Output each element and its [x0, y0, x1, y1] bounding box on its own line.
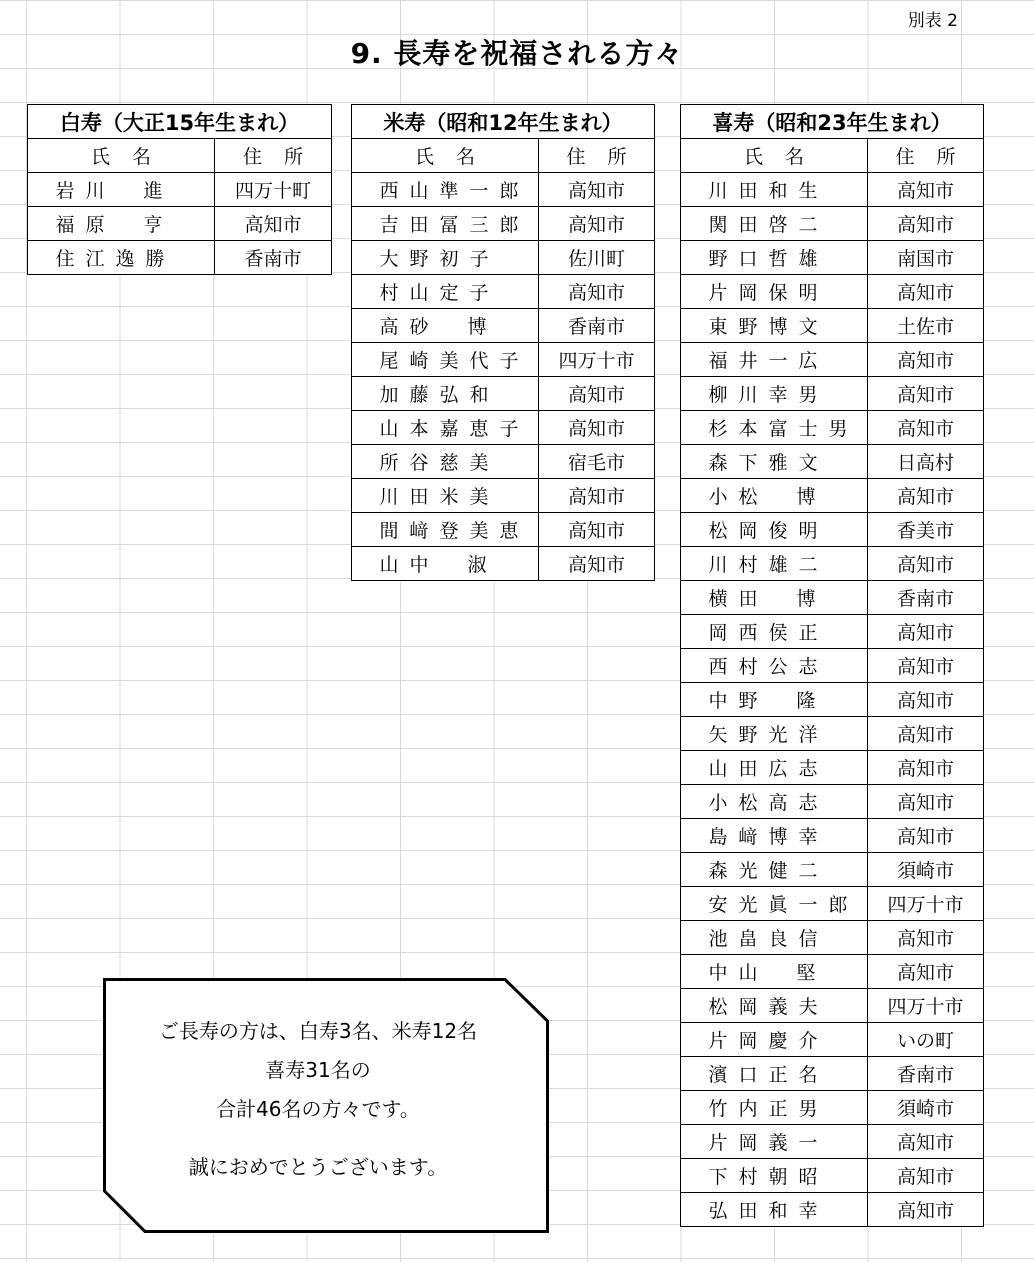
member-address: 高知市	[539, 173, 655, 207]
table-row	[681, 275, 984, 309]
table-row	[681, 1125, 984, 1159]
member-address: 日高村	[868, 445, 984, 479]
attachment-label: 別表 2	[907, 11, 958, 31]
table-row	[352, 173, 655, 207]
member-name: 片 岡 保 明	[681, 275, 868, 309]
member-name: 村 山 定 子	[352, 275, 539, 309]
group-title-row	[28, 105, 332, 139]
summary-note-box	[103, 978, 549, 1233]
member-address: 四万十市	[868, 887, 984, 921]
name-column-header: 氏名	[681, 139, 868, 173]
member-address: 高知市	[868, 717, 984, 751]
member-name: 川 村 雄 二	[681, 547, 868, 581]
member-name: 中 山 堅	[681, 955, 868, 989]
member-name: 間 﨑 登 美 恵	[352, 513, 539, 547]
table-row	[681, 683, 984, 717]
table-row	[681, 513, 984, 547]
group-title: 米寿（昭和12年生まれ）	[352, 105, 655, 139]
summary-line-2: 喜寿31名の	[265, 1058, 371, 1082]
member-name: 住 江 逸 勝	[28, 241, 215, 275]
table-row	[681, 547, 984, 581]
table-row	[352, 479, 655, 513]
member-address: 高知市	[215, 207, 332, 241]
table-row	[681, 1091, 984, 1125]
table-row	[681, 921, 984, 955]
member-address: 高知市	[539, 547, 655, 581]
member-address: 高知市	[868, 275, 984, 309]
member-name: 福 井 一 広	[681, 343, 868, 377]
member-address: 高知市	[868, 343, 984, 377]
table-row	[681, 751, 984, 785]
member-address: 高知市	[539, 513, 655, 547]
summary-line-1: ご長寿の方は、白寿3名、米寿12名	[158, 1019, 478, 1043]
table-row	[681, 173, 984, 207]
beiju-table	[351, 104, 655, 581]
member-name: 柳 川 幸 男	[681, 377, 868, 411]
name-column-header: 氏名	[28, 139, 215, 173]
member-address: 高知市	[539, 411, 655, 445]
address-column-header: 住所	[215, 139, 332, 173]
address-column-header: 住所	[868, 139, 984, 173]
member-address: 四万十市	[539, 343, 655, 377]
member-name: 岩 川 進	[28, 173, 215, 207]
member-name: 濱 口 正 名	[681, 1057, 868, 1091]
member-address: 高知市	[868, 819, 984, 853]
member-address: 四万十町	[215, 173, 332, 207]
table-row	[28, 241, 332, 275]
member-name: 東 野 博 文	[681, 309, 868, 343]
kiju-table	[680, 104, 984, 1227]
table-row	[681, 343, 984, 377]
group-title: 白寿（大正15年生まれ）	[28, 105, 332, 139]
table-row	[352, 445, 655, 479]
table-row	[681, 207, 984, 241]
summary-closing: 誠におめでとうございます。	[188, 1155, 448, 1179]
member-address: 高知市	[868, 921, 984, 955]
member-name: 下 村 朝 昭	[681, 1159, 868, 1193]
table-row	[681, 411, 984, 445]
member-address: 高知市	[868, 649, 984, 683]
member-name: 中 野 隆	[681, 683, 868, 717]
column-header-row	[681, 139, 984, 173]
member-address: 高知市	[868, 785, 984, 819]
member-address: 香南市	[868, 581, 984, 615]
table-row	[352, 513, 655, 547]
member-address: 宿毛市	[539, 445, 655, 479]
member-name: 福 原 亨	[28, 207, 215, 241]
table-row	[681, 649, 984, 683]
member-name: 西 村 公 志	[681, 649, 868, 683]
member-name: 弘 田 和 幸	[681, 1193, 868, 1227]
table-row	[681, 887, 984, 921]
member-name: 森 下 雅 文	[681, 445, 868, 479]
member-address: 高知市	[868, 683, 984, 717]
table-row	[352, 275, 655, 309]
member-name: 山 本 嘉 恵 子	[352, 411, 539, 445]
member-address: 高知市	[539, 479, 655, 513]
table-row	[681, 1193, 984, 1227]
group-title: 喜寿（昭和23年生まれ）	[681, 105, 984, 139]
member-name: 森 光 健 二	[681, 853, 868, 887]
table-row	[681, 853, 984, 887]
member-address: 高知市	[868, 1125, 984, 1159]
member-name: 小 松 高 志	[681, 785, 868, 819]
table-row	[681, 377, 984, 411]
member-address: 高知市	[868, 479, 984, 513]
table-row	[681, 1057, 984, 1091]
member-address: 須崎市	[868, 1091, 984, 1125]
member-name: 横 田 博	[681, 581, 868, 615]
table-row	[352, 207, 655, 241]
group-title-row	[681, 105, 984, 139]
table-row	[681, 819, 984, 853]
member-address: 土佐市	[868, 309, 984, 343]
member-address: 高知市	[868, 547, 984, 581]
column-header-row	[28, 139, 332, 173]
member-name: 竹 内 正 男	[681, 1091, 868, 1125]
member-name: 松 岡 義 夫	[681, 989, 868, 1023]
member-name: 野 口 哲 雄	[681, 241, 868, 275]
table-row	[681, 309, 984, 343]
member-name: 島 﨑 博 幸	[681, 819, 868, 853]
member-address: 香南市	[539, 309, 655, 343]
member-name: 山 中 淑	[352, 547, 539, 581]
table-row	[352, 411, 655, 445]
table-row	[28, 173, 332, 207]
table-row	[681, 955, 984, 989]
member-address: 高知市	[868, 411, 984, 445]
member-address: 四万十市	[868, 989, 984, 1023]
member-address: 高知市	[868, 173, 984, 207]
member-name: 吉 田 冨 三 郎	[352, 207, 539, 241]
table-row	[352, 309, 655, 343]
member-address: 高知市	[868, 615, 984, 649]
member-name: 高 砂 博	[352, 309, 539, 343]
member-address: 香美市	[868, 513, 984, 547]
member-address: 南国市	[868, 241, 984, 275]
member-address: 香南市	[868, 1057, 984, 1091]
address-column-header: 住所	[539, 139, 655, 173]
table-row	[352, 547, 655, 581]
member-name: 関 田 啓 二	[681, 207, 868, 241]
page-title: 9. 長寿を祝福される方々	[350, 37, 684, 70]
member-address: 香南市	[215, 241, 332, 275]
group-title-row	[352, 105, 655, 139]
table-row	[681, 479, 984, 513]
member-name: 矢 野 光 洋	[681, 717, 868, 751]
member-name: 松 岡 俊 明	[681, 513, 868, 547]
member-address: 高知市	[868, 207, 984, 241]
table-row	[681, 1023, 984, 1057]
member-address: 高知市	[868, 1159, 984, 1193]
member-name: 西 山 準 一 郎	[352, 173, 539, 207]
summary-line-3: 合計46名の方々です。	[216, 1097, 420, 1121]
member-address: 高知市	[868, 377, 984, 411]
table-row	[681, 989, 984, 1023]
table-row	[352, 377, 655, 411]
name-column-header: 氏名	[352, 139, 539, 173]
member-name: 岡 西 侯 正	[681, 615, 868, 649]
table-row	[681, 581, 984, 615]
member-name: 川 田 和 生	[681, 173, 868, 207]
summary-text	[103, 1012, 533, 1187]
table-row	[681, 717, 984, 751]
member-name: 杉 本 富 士 男	[681, 411, 868, 445]
table-row	[681, 1159, 984, 1193]
member-name: 尾 崎 美 代 子	[352, 343, 539, 377]
member-address: 高知市	[868, 955, 984, 989]
member-address: 高知市	[868, 1193, 984, 1227]
member-address: 高知市	[539, 377, 655, 411]
table-row	[681, 615, 984, 649]
member-name: 片 岡 義 一	[681, 1125, 868, 1159]
member-address: 須崎市	[868, 853, 984, 887]
member-address: 高知市	[539, 207, 655, 241]
member-address: 高知市	[868, 751, 984, 785]
table-row	[681, 241, 984, 275]
member-name: 所 谷 慈 美	[352, 445, 539, 479]
member-address: いの町	[868, 1023, 984, 1057]
member-name: 山 田 広 志	[681, 751, 868, 785]
table-row	[352, 343, 655, 377]
member-name: 片 岡 慶 介	[681, 1023, 868, 1057]
table-row	[681, 785, 984, 819]
member-name: 安 光 眞 一 郎	[681, 887, 868, 921]
table-row	[352, 241, 655, 275]
hakuju-table	[27, 104, 332, 275]
member-address: 高知市	[539, 275, 655, 309]
table-row	[28, 207, 332, 241]
member-name: 大 野 初 子	[352, 241, 539, 275]
member-name: 池 畠 良 信	[681, 921, 868, 955]
column-header-row	[352, 139, 655, 173]
table-row	[681, 445, 984, 479]
member-name: 加 藤 弘 和	[352, 377, 539, 411]
member-name: 川 田 米 美	[352, 479, 539, 513]
member-name: 小 松 博	[681, 479, 868, 513]
member-address: 佐川町	[539, 241, 655, 275]
